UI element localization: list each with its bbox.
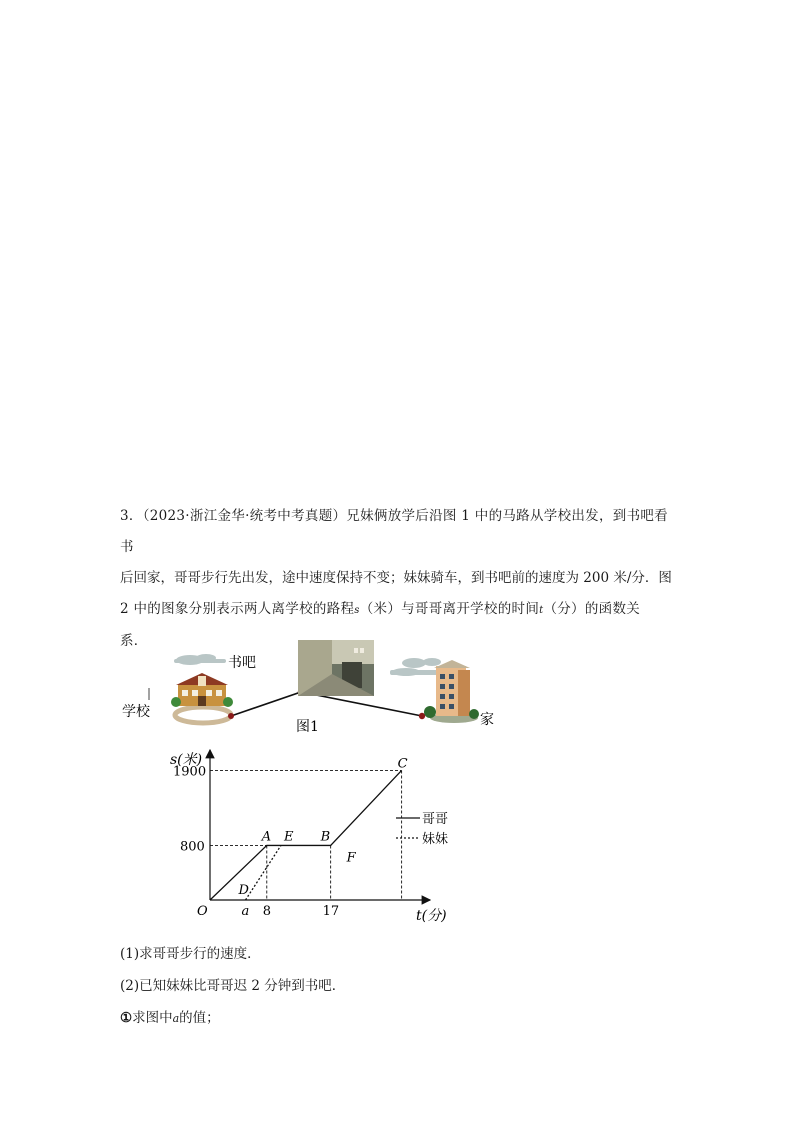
point-label-a: A [261,829,272,845]
y-tick-label: 1900 [173,764,207,780]
question-1: (1)求哥哥步行的速度． [120,946,261,962]
problem-number: 3． [120,508,143,524]
x-axis-label: t(分) [416,908,447,924]
bookbar-photo [298,640,374,696]
label-school: 学校 [122,704,150,720]
problem-line-4: 系． [120,633,148,649]
question-2-part-1: ①求图中a的值； [120,1010,220,1026]
figure-1-map [118,632,518,740]
cloud-icon [174,654,226,665]
point-label-b: B [320,829,331,845]
x-tick-label: 17 [322,904,340,919]
home-marker [419,713,425,719]
legend-label-sister: 妹妹 [422,832,449,847]
label-bookbar: 书吧 [228,655,256,671]
problem-line-2: 后回家，哥哥步行先出发，途中速度保持不变；妹妹骑车，到书吧前的速度为 200 米/分．图 [120,570,672,586]
y-axis-label: s(米) [170,752,203,768]
var-s: s [354,605,360,616]
label-home: 家 [480,712,494,728]
legend-label-brother: 哥哥 [422,812,449,827]
school-icon [149,673,234,723]
problem-line-1: 3．（2023·浙江金华·统考中考真题）兄妹俩放学后沿图 1 中的马路从学校出发，到书吧看书 [120,508,668,555]
y-tick-label: 800 [180,839,205,855]
problem-line-3: 2 中的图象分别表示两人离学校的路程s（米）与哥哥离开学校的时间t（分）的函数关 [120,601,641,617]
var-a: a [172,1012,180,1025]
home-building-icon [424,660,479,723]
cloud-icon [390,658,441,676]
figure-1-caption: 图1 [296,719,319,735]
series-line-sister [245,845,280,900]
point-label-f: F [346,850,356,866]
point-label-e: E [283,829,294,845]
x-tick-label: 8 [262,904,272,919]
point-label-c: C [397,756,408,772]
origin-label: O [197,904,208,919]
series-line-brother [210,770,402,900]
question-2: (2)已知妹妹比哥哥迟 2 分钟到书吧． [120,978,346,994]
point-label-d: D [238,882,249,898]
legend [396,812,448,847]
var-t: t [539,605,544,616]
figure-2-chart [160,740,460,930]
circled-number-1: ① [120,1010,133,1026]
problem-source: （2023·浙江金华·统考中考真题） [142,508,347,524]
x-tick-label: a [241,904,250,919]
